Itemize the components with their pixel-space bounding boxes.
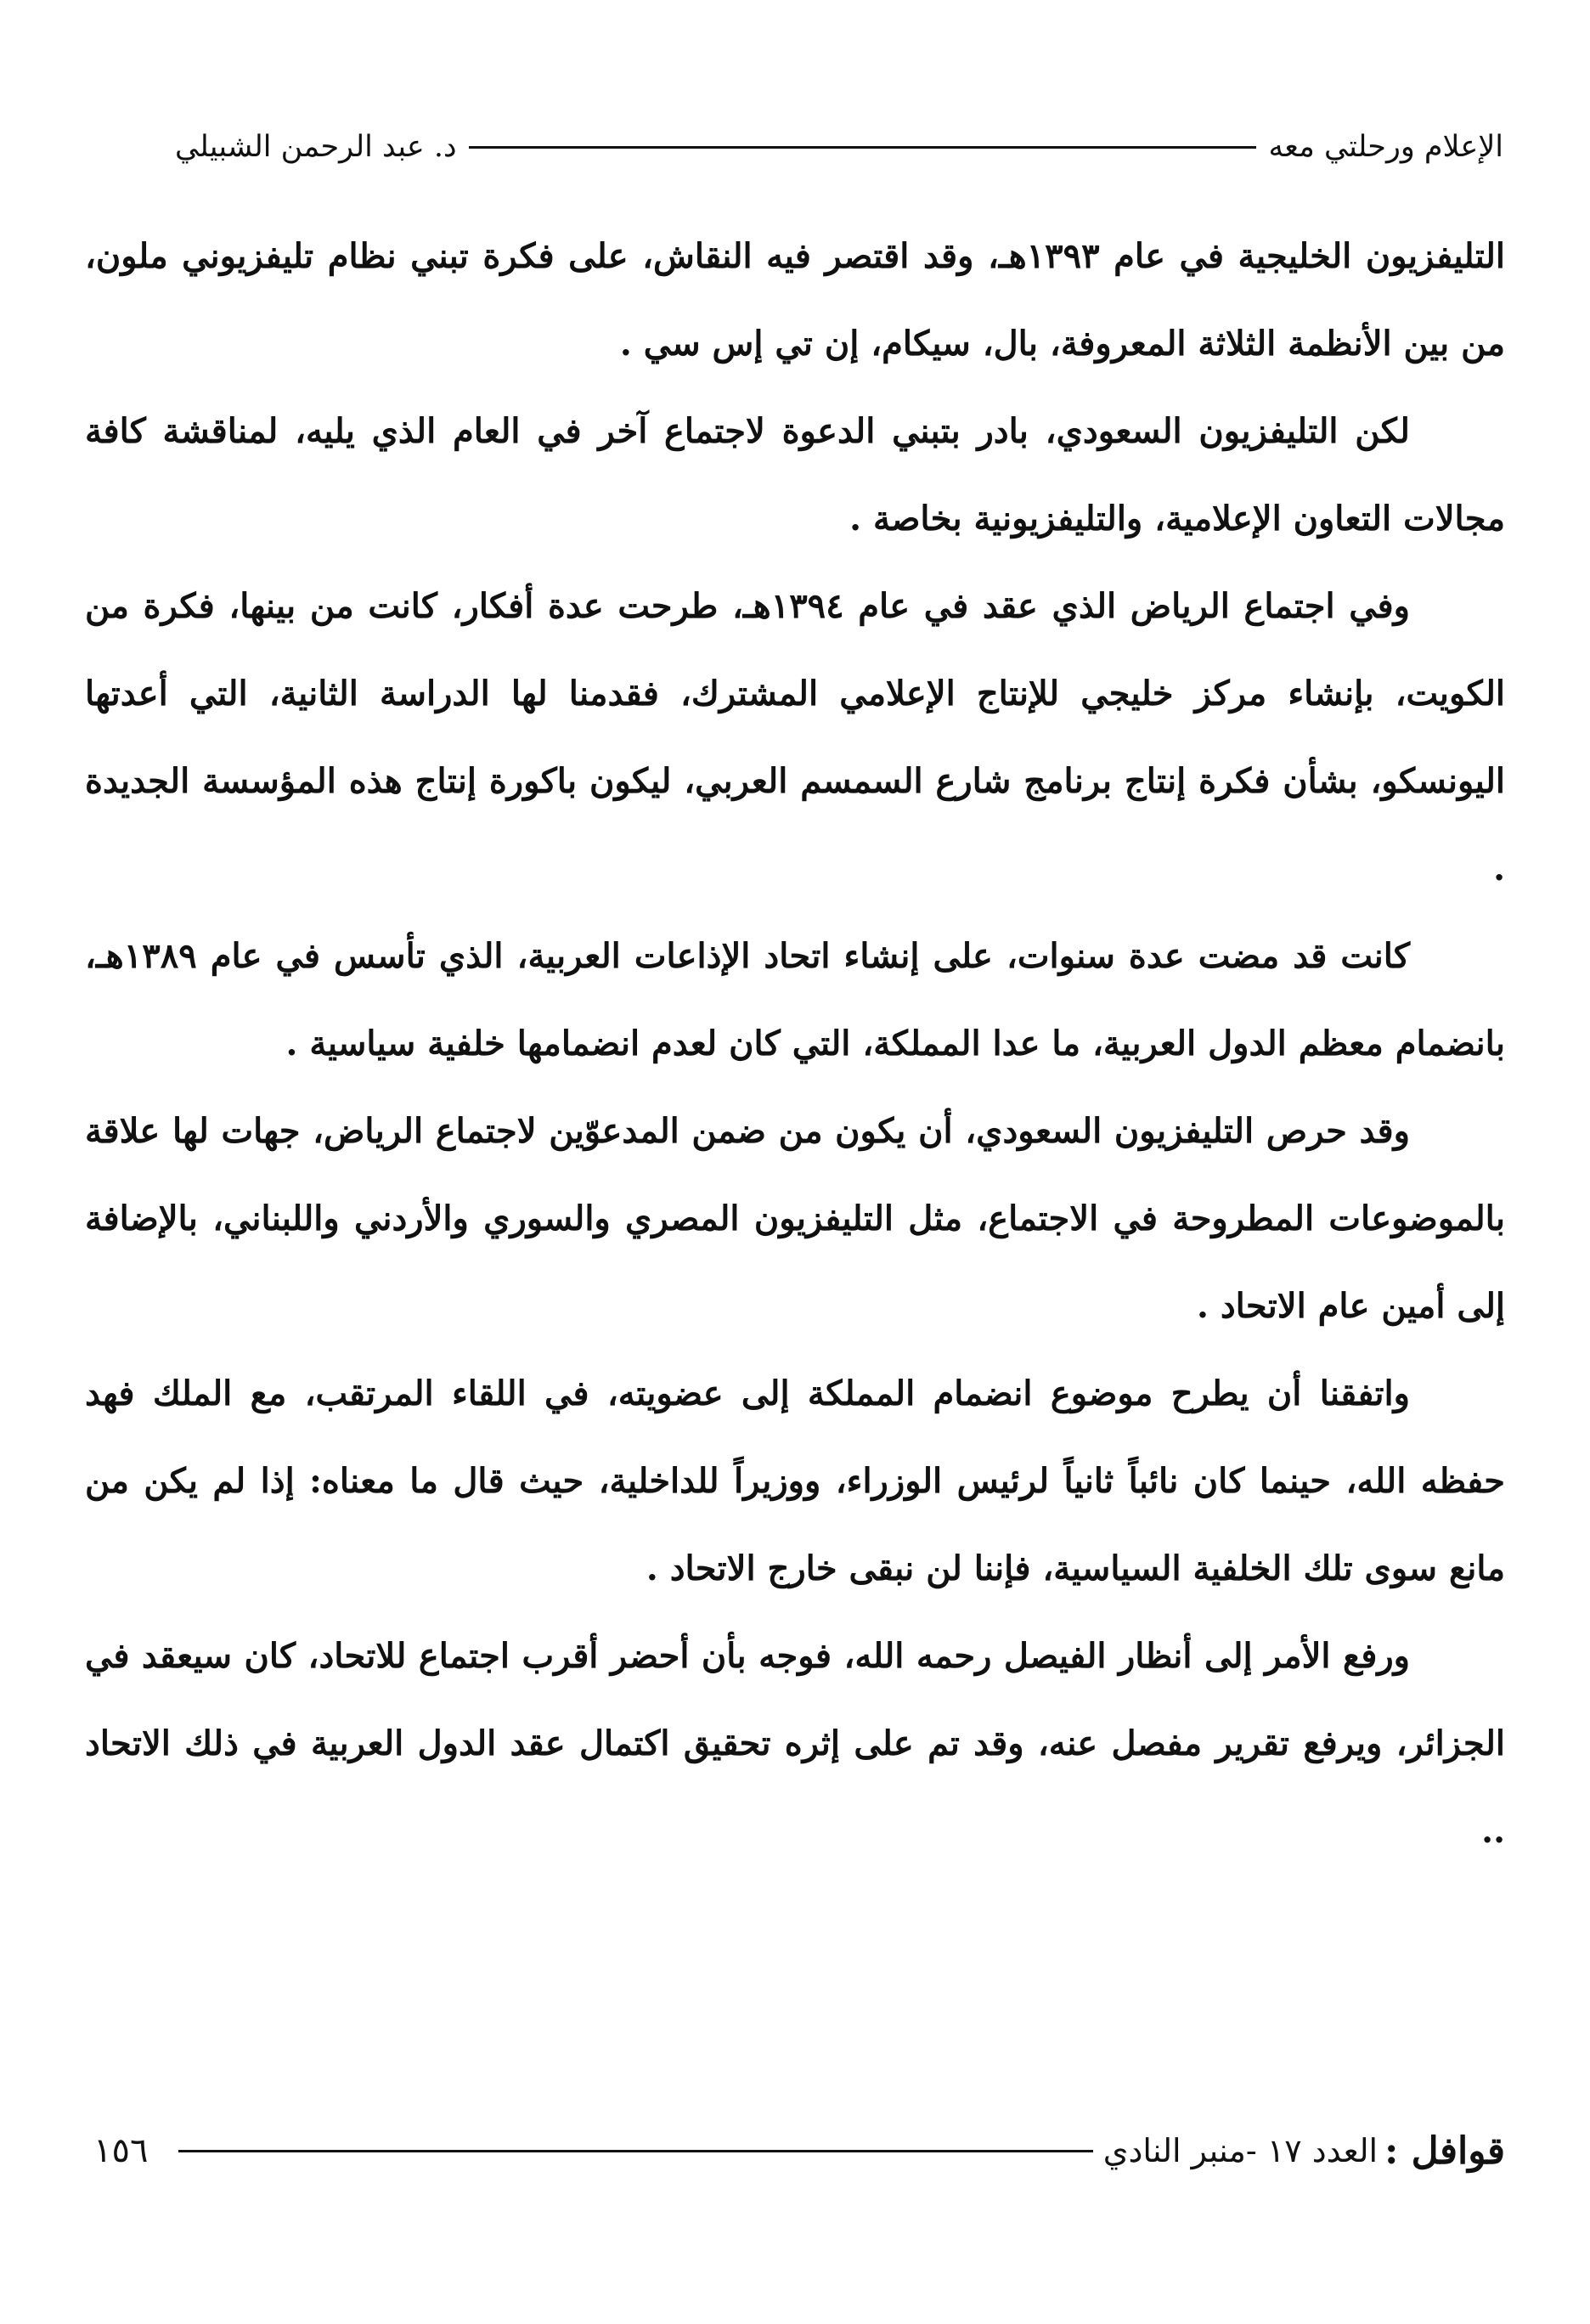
footer-rule [178, 2150, 1092, 2152]
journal-name: قوافل : [1384, 2129, 1505, 2173]
paragraph-4: كانت قد مضت عدة سنوات، على إنشاء اتحاد الإذاعات العربية، الذي تأسس في عام ١٣٨٩هـ، بانضمام معظم الدول العربية، ما عدا المملكة، التي كان لعدم انضمامها خلفية سياسية . [85, 936, 1505, 1063]
paragraph-2: لكن التليفزيون السعودي، بادر بتبني الدعوة لاجتماع آخر في العام الذي يليه، لمناقشة كافة مجالات التعاون الإعلامية، والتليفزيونية بخاصة . [85, 411, 1505, 539]
paragraph-1: التليفزيون الخليجية في عام ١٣٩٣هـ، وقد اقتصر فيه النقاش، على فكرة تبني نظام تليفزيوني ملون، من بين الأنظمة الثلاثة المعروفة، بال، سيكام، إن تي إس سي . [85, 236, 1505, 364]
paragraph-3: وفي اجتماع الرياض الذي عقد في عام ١٣٩٤هـ، طرحت عدة أفكار، كانت من بينها، فكرة من الكويت، بإنشاء مركز خليجي للإنتاج الإعلامي المشترك، فقدمنا لها الدراسة الثانية، التي أعدتها اليونسكو، بشأن فكرة إنتاج برنامج شارع السمسم العربي، ليكون باكورة إنتاج هذه المؤسسة الجديدة . [85, 586, 1505, 888]
running-header [175, 117, 1503, 177]
issue-info: العدد ١٧ -منبر النادي [1102, 2132, 1379, 2169]
paragraph-5: وقد حرص التليفزيون السعودي، أن يكون من ضمن المدعوّين لاجتماع الرياض، جهات لها علاقة بالموضوعات المطروحة في الاجتماع، مثل التليفزيون المصري والسوري والأردني واللبناني، بالإضافة إلى أمين عام الاتحاد . [85, 1111, 1505, 1326]
book-title: الإعلام ورحلتي معه [1268, 130, 1503, 164]
author-name: د. عبد الرحمن الشبيلي [175, 130, 457, 164]
page-number: ١٥٦ [93, 2131, 149, 2170]
header-rule [469, 146, 1257, 149]
page-footer [93, 2121, 1505, 2180]
paragraph-6: واتفقنا أن يطرح موضوع انضمام المملكة إلى عضويته، في اللقاء المرتقب، مع الملك فهد حفظه الله، حينما كان نائباً ثانياً لرئيس الوزراء، ووزيراً للداخلية، حيث قال ما معناه: إذا لم يكن من مانع سوى تلك الخلفية السياسية، فإننا لن نبقى خارج الاتحاد . [85, 1374, 1505, 1588]
body-text [85, 212, 1505, 1875]
paragraph-7: ورفع الأمر إلى أنظار الفيصل رحمه الله، فوجه بأن أحضر أقرب اجتماع للاتحاد، كان سيعقد في الجزائر، ويرفع تقرير مفصل عنه، وقد تم على إثره تحقيق اكتمال عقد الدول العربية في ذلك الاتحاد .. [85, 1636, 1505, 1851]
